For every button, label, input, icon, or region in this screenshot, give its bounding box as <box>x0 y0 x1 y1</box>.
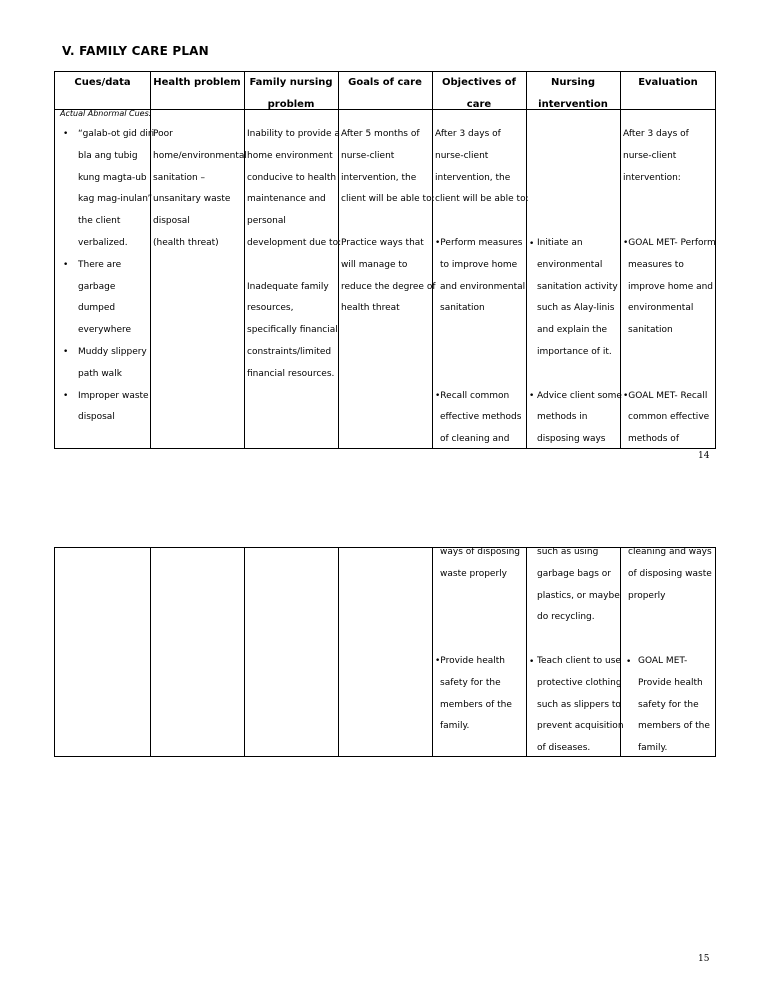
header-family-nursing-problem <box>244 72 338 116</box>
evaluation-cell <box>623 124 716 451</box>
text-line: GOAL MET- <box>638 655 688 666</box>
text-line: (health threat) <box>153 237 219 248</box>
text-line: constraints/limited <box>247 346 332 357</box>
text-line: unsanitary waste <box>153 194 231 205</box>
text-line: Initiate an <box>537 238 583 248</box>
text-line: client will be able to: <box>341 194 435 205</box>
text-line: Practice ways that <box>341 237 424 248</box>
text-line: of cleaning and <box>440 434 510 445</box>
text-line: sanitation <box>628 325 673 336</box>
cue-line: There are <box>78 259 122 270</box>
cue-line: everywhere <box>78 325 132 336</box>
bullet-icon: • <box>63 391 69 401</box>
care-plan-table-part-1 <box>54 71 716 449</box>
text-line: home/environmental <box>153 150 247 161</box>
bullet-icon: • <box>529 239 535 249</box>
section-title: V. FAMILY CARE PLAN <box>62 44 209 58</box>
cue-line: disposal <box>78 412 115 423</box>
header-health-problem: Health problem <box>153 77 241 88</box>
text-line: resources, <box>247 303 294 314</box>
cues-cell <box>78 124 154 429</box>
text-line: financial resources. <box>247 368 335 379</box>
text-line: and explain the <box>537 325 608 336</box>
text-line: •Provide health <box>435 655 506 666</box>
bullet-icon: • <box>63 129 69 139</box>
text-line: to improve home <box>440 259 518 270</box>
text-line: •GOAL MET- Perform <box>623 237 716 248</box>
interventions-cell-continued <box>537 542 624 760</box>
page-number: 15 <box>698 954 710 964</box>
text-line: methods in <box>537 412 588 423</box>
text-line: effective methods <box>440 412 522 423</box>
page-number: 14 <box>698 451 710 461</box>
text-line: development due to: <box>247 237 342 248</box>
text-line: •GOAL MET- Recall <box>623 390 708 401</box>
bullet-icon: • <box>63 347 69 357</box>
cue-line: dumped <box>78 303 116 314</box>
text-line: methods of <box>628 434 679 445</box>
text-line: will manage to <box>341 259 408 270</box>
text-line: nurse-client <box>623 150 677 161</box>
text-line: •Perform measures <box>435 237 523 248</box>
text-line: safety for the <box>638 699 699 710</box>
cue-line: Muddy slippery <box>78 346 147 357</box>
cue-line: the client <box>78 216 121 227</box>
text-line: Poor <box>153 129 173 139</box>
text-line: safety for the <box>440 677 501 688</box>
text-line: Teach client to use <box>537 655 621 666</box>
text-line: environmental <box>628 303 694 314</box>
text-line: After 5 months of <box>341 129 420 139</box>
text-line: sanitation activity <box>537 281 618 292</box>
text-line: garbage bags or <box>537 568 611 579</box>
text-line: protective clothing <box>537 677 622 688</box>
text-line: reduce the degree of <box>341 281 436 292</box>
text-line: conducive to health <box>247 172 337 183</box>
text-line: intervention, the <box>341 172 417 183</box>
text-line: such as Alay-linis <box>537 303 615 314</box>
header-goals: Goals of care <box>348 77 422 88</box>
cue-line: garbage <box>78 281 116 292</box>
header-objectives <box>432 72 526 116</box>
text-line: cleaning and ways <box>628 547 712 557</box>
interventions-cell <box>537 233 622 451</box>
cue-line: “galab-ot gid diri <box>78 129 155 139</box>
cue-line: bla ang tubig <box>78 150 138 161</box>
bullet-icon: • <box>626 657 632 667</box>
text-line: Advice client some <box>537 390 622 401</box>
header-cues: Cues/data <box>74 77 131 88</box>
text-line: environmental <box>537 259 603 270</box>
text-line: of disposing waste <box>628 568 712 579</box>
text-line: prevent acquisition <box>537 721 624 732</box>
text-line: client will be able to: <box>435 194 529 205</box>
cues-label: Actual Abnormal Cues: <box>60 109 152 118</box>
header-evaluation: Evaluation <box>638 77 698 88</box>
goals-cell <box>341 124 436 320</box>
text-line: Provide health <box>638 677 703 688</box>
text-line: importance of it. <box>537 346 612 357</box>
cue-line: kung magta-ub <box>78 172 147 183</box>
objectives-cell-continued <box>435 542 520 738</box>
cue-line: path walk <box>78 368 122 379</box>
text-line: •Recall common <box>435 390 510 401</box>
text-line: disposal <box>153 216 190 227</box>
header-text: Nursing <box>550 77 596 88</box>
text-line: nurse-client <box>341 150 395 161</box>
text-line: health threat <box>341 303 400 314</box>
text-line: do recycling. <box>537 612 595 623</box>
bullet-icon: • <box>529 391 535 401</box>
text-line: sanitation <box>440 303 485 314</box>
header-nursing-intervention <box>526 72 620 116</box>
text-line: After 3 days of <box>623 129 689 139</box>
text-line: intervention: <box>623 172 681 183</box>
cue-line: kag mag-inulan” <box>78 194 153 205</box>
text-line: intervention, the <box>435 172 511 183</box>
header-text: problem <box>267 99 315 110</box>
header-text: intervention <box>538 99 608 110</box>
text-line: plastics, or maybe <box>537 590 620 601</box>
text-line: After 3 days of <box>435 129 501 139</box>
family-problem-cell <box>247 124 341 386</box>
text-line: personal <box>247 216 286 227</box>
text-line: family. <box>440 721 470 732</box>
health-problem-cell <box>153 124 247 255</box>
text-line: specifically financial <box>247 325 338 336</box>
text-line: such as slippers to <box>537 699 621 710</box>
text-line: improve home and <box>628 281 714 292</box>
text-line: nurse-client <box>435 150 489 161</box>
text-line: ways of disposing <box>440 547 521 557</box>
header-text: Family nursing <box>249 77 333 88</box>
text-line: family. <box>638 743 668 754</box>
cue-line: verbalized. <box>78 237 128 248</box>
objectives-cell <box>435 124 529 451</box>
text-line: measures to <box>628 259 684 270</box>
evaluation-cell-continued <box>628 542 712 760</box>
text-line: properly <box>628 590 666 601</box>
cue-line: Improper waste <box>78 390 149 401</box>
text-line: Inadequate family <box>247 281 329 292</box>
text-line: common effective <box>628 412 710 423</box>
text-line: waste properly <box>440 568 507 579</box>
bullet-icon: • <box>63 260 69 270</box>
text-line: such as using <box>537 547 599 557</box>
text-line: and environmental <box>440 281 526 292</box>
header-text: care <box>466 99 492 110</box>
text-line: maintenance and <box>247 194 326 205</box>
text-line: disposing ways <box>537 434 606 445</box>
header-text: Objectives of <box>442 77 516 88</box>
text-line: sanitation – <box>153 172 206 183</box>
text-line: of diseases. <box>537 743 591 754</box>
text-line: Inability to provide a <box>247 129 340 139</box>
text-line: members of the <box>440 699 512 710</box>
bullet-icon: • <box>529 657 535 667</box>
text-line: members of the <box>638 721 710 732</box>
text-line: home environment <box>247 150 333 161</box>
care-plan-table-part-2 <box>54 547 716 757</box>
